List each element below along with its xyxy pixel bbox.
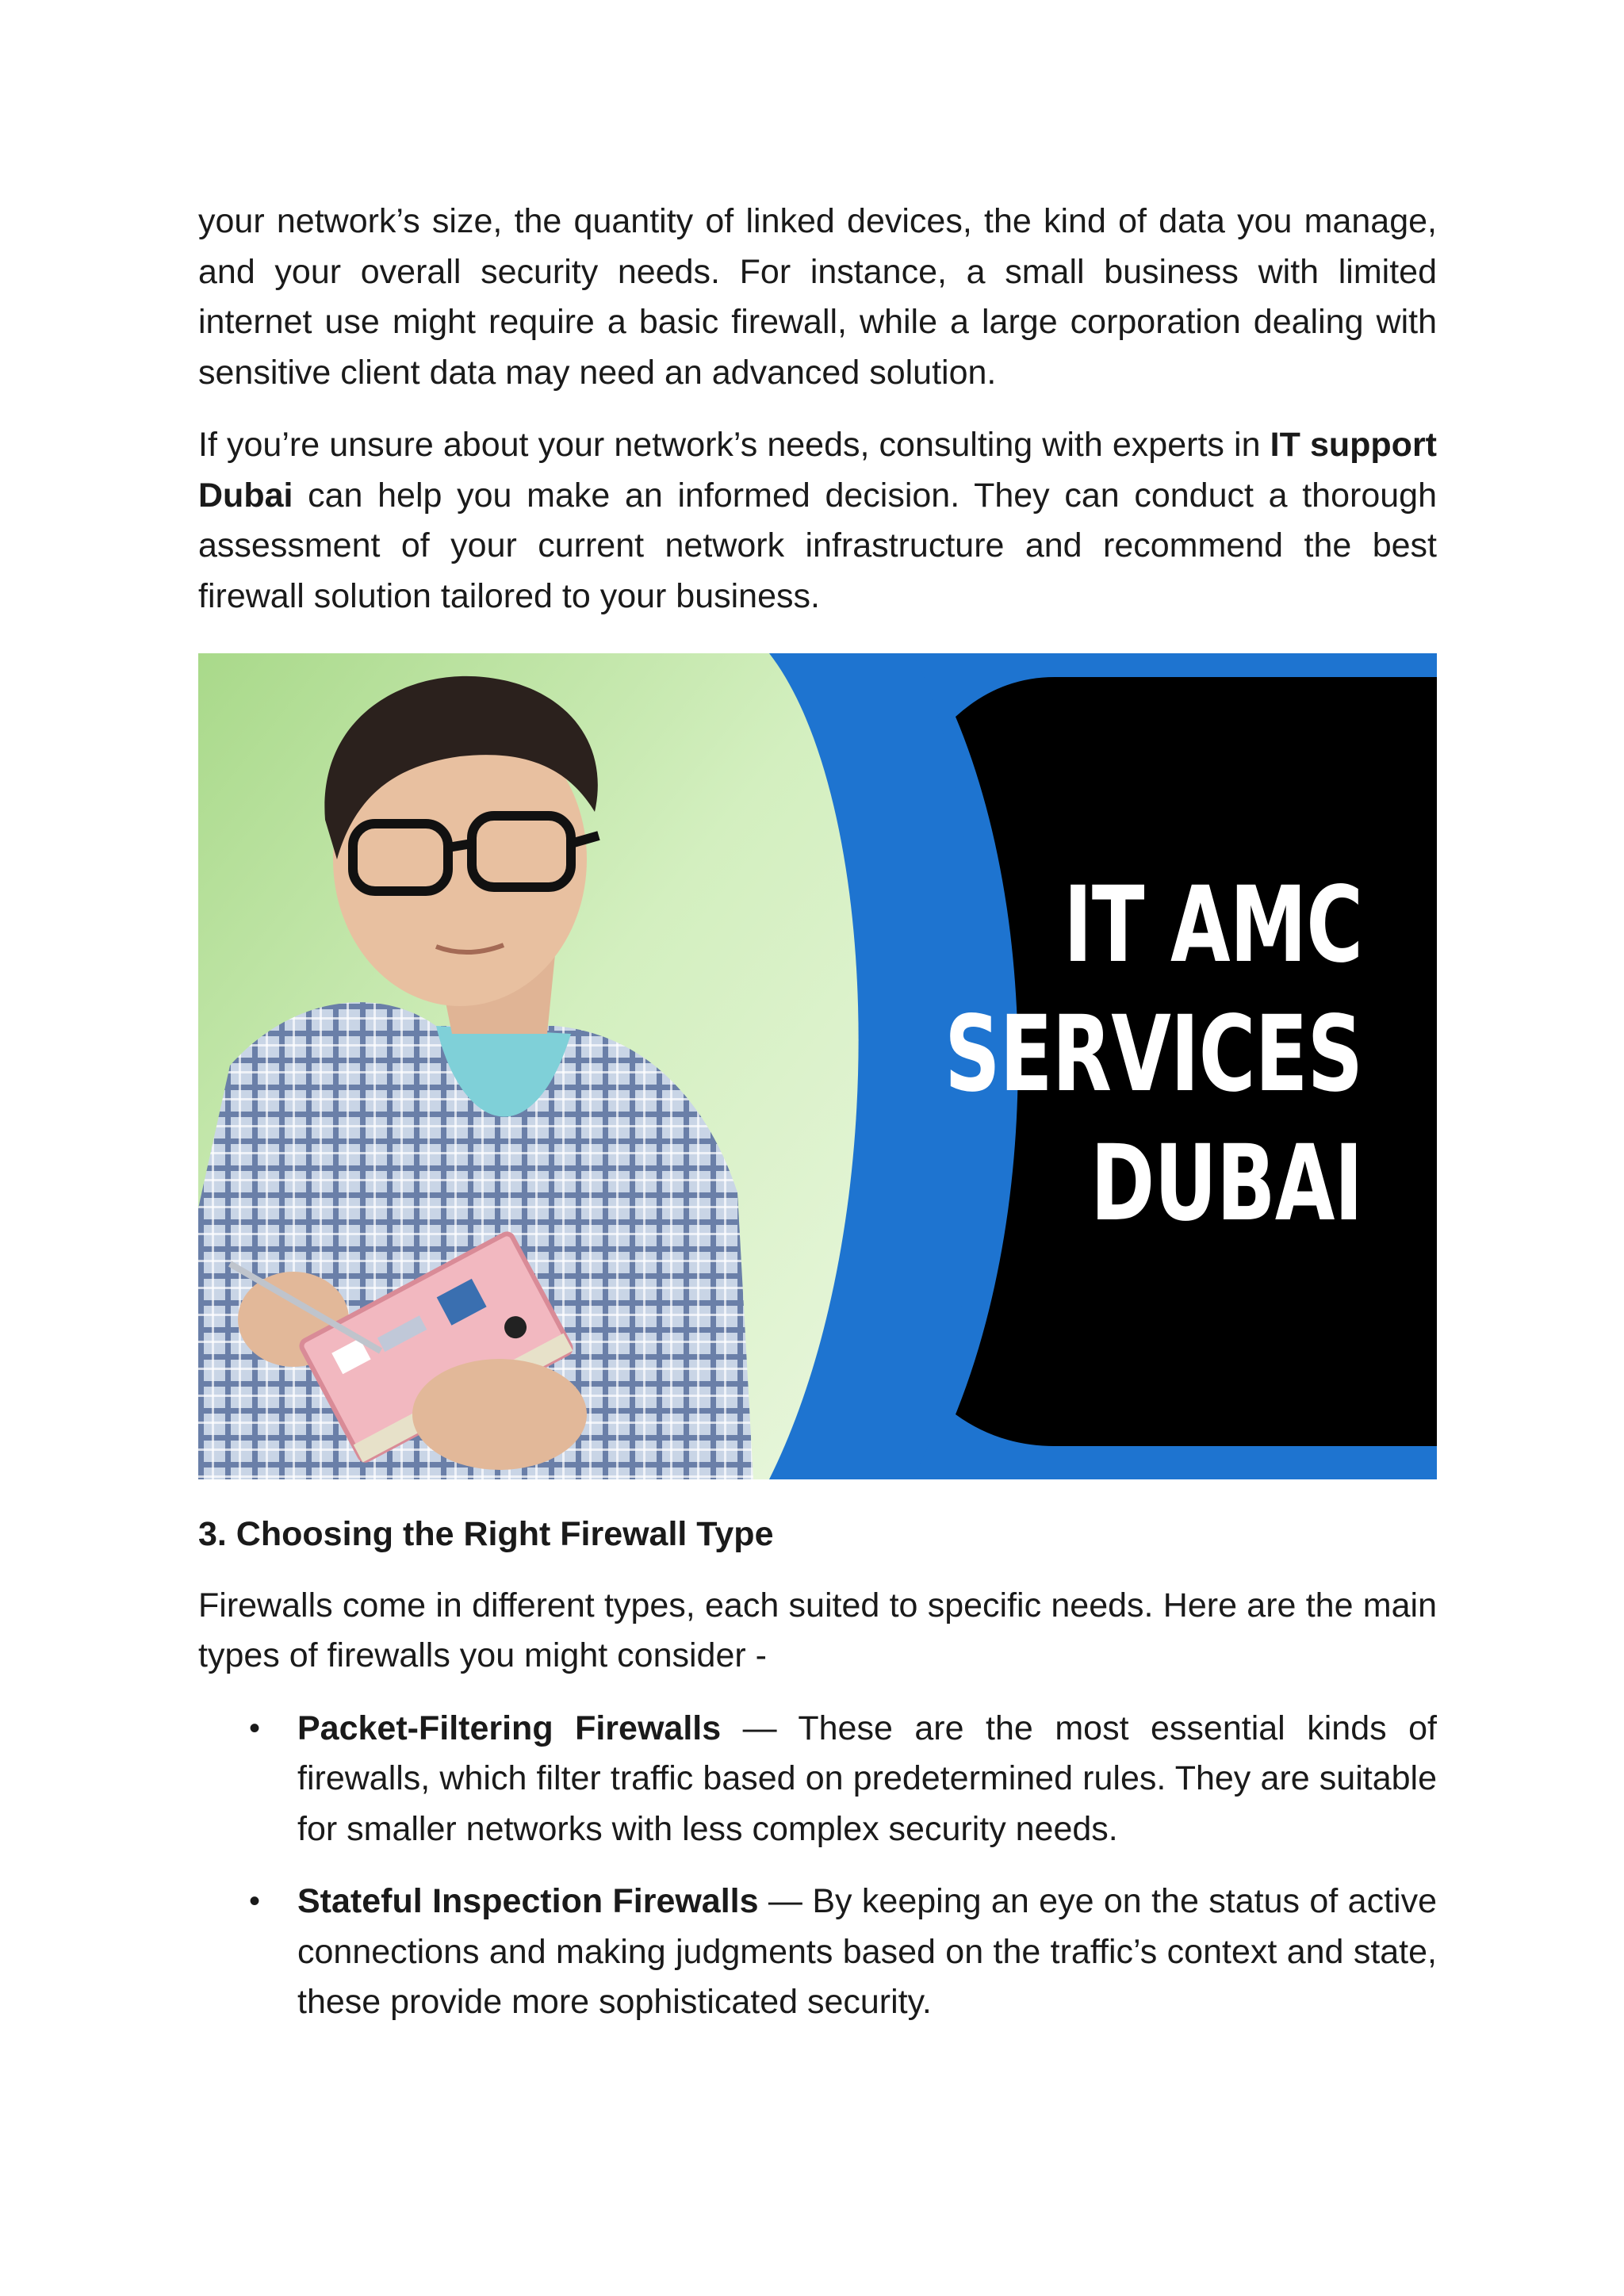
document-page xyxy=(198,197,1437,2050)
section-heading: 3. Choosing the Right Firewall Type xyxy=(198,1515,774,1553)
it-support-dubai-link[interactable]: IT support Dubai xyxy=(198,426,1437,515)
firewall-types-list xyxy=(198,1704,1437,2028)
list-item-title: Stateful Inspection Firewalls xyxy=(297,1882,759,1920)
list-item-text: — These are the most essential kinds of firewalls, which filter traffic based on predetermined rules. They are suitable for smaller networks with less complex security needs. xyxy=(297,1709,1437,1848)
bullet-icon: • xyxy=(249,1710,261,1746)
banner-title-line-1: IT AMC xyxy=(1063,864,1362,986)
list-item-title: Packet-Filtering Firewalls xyxy=(297,1709,722,1747)
section-intro: Firewalls come in different types, each suited to specific needs. Here are the main types of firewalls you might consider - xyxy=(198,1586,1437,1674)
paragraph-it-support-text-start: If you’re unsure about your network’s needs, consulting with experts in xyxy=(198,426,1270,464)
paragraph-it-support-text-end: can help you make an informed decision. They can conduct a thorough assessment of your current network infrastructure and recommend the best firewall solution tailored to your business. xyxy=(198,476,1437,615)
paragraph-it-support xyxy=(198,420,1437,622)
it-amc-services-banner-image xyxy=(198,653,1437,1479)
paragraph-network-size: your network’s size, the quantity of linked devices, the kind of data you manage, and your overall security needs. For instance, a small business with limited internet use might require a basic firewall, while a large corporation dealing with sensitive client data may need an advanced solution. xyxy=(198,202,1437,392)
list-item xyxy=(198,1704,1437,1855)
bullet-icon: • xyxy=(249,1884,261,1919)
list-item xyxy=(198,1877,1437,2028)
banner-title-line-2: SERVICES xyxy=(944,993,1362,1115)
list-item-text: — By keeping an eye on the status of active connections and making judgments based on the traffic’s context and state, these provide more sophisticated security. xyxy=(297,1882,1437,2021)
banner-title-line-3: DUBAI xyxy=(1090,1123,1362,1245)
banner-title xyxy=(944,861,1362,1249)
